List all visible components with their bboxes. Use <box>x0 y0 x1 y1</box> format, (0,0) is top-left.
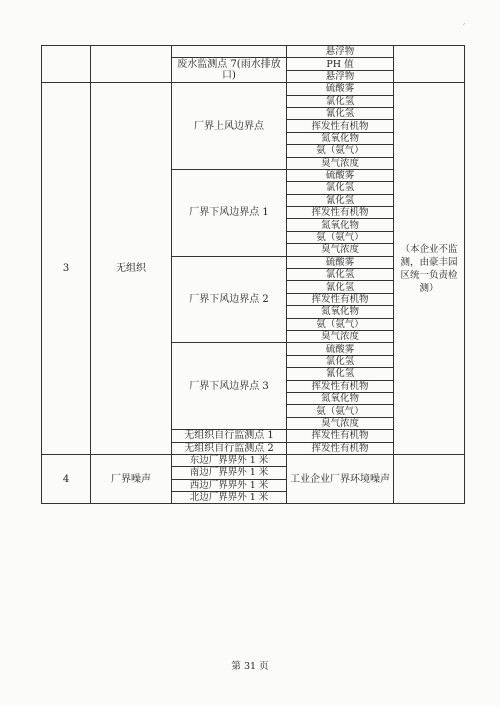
monitoring-point: 无组织自行监测点 2 <box>172 442 287 454</box>
monitoring-item: 氨（氨气） <box>287 231 394 243</box>
monitoring-point: 无组织自行监测点 1 <box>172 430 287 442</box>
monitoring-item: 挥发性有机物 <box>287 430 394 442</box>
remark-cell <box>394 454 465 504</box>
monitoring-point: 厂界下风边界点 3 <box>172 343 287 430</box>
monitoring-item: 挥发性有机物 <box>287 293 394 305</box>
monitoring-item: 挥发性有机物 <box>287 207 394 219</box>
monitoring-point: 厂界下风边界点 2 <box>172 256 287 343</box>
monitoring-point: 东边厂界界外 1 米 <box>172 454 287 466</box>
monitoring-item: 氰化氢 <box>287 107 394 119</box>
monitoring-point: 厂界上风边界点 <box>172 83 287 170</box>
monitoring-item: 氰化氢 <box>287 194 394 206</box>
monitoring-type <box>91 46 172 83</box>
monitoring-point: 厂界下风边界点 1 <box>172 169 287 256</box>
monitoring-point: 北边厂界界外 1 米 <box>172 492 287 504</box>
monitoring-item: 氮氧化物 <box>287 132 394 144</box>
monitoring-item: 硫酸雾 <box>287 169 394 181</box>
monitoring-item: 硫酸雾 <box>287 256 394 268</box>
monitoring-item: 工业企业厂界环境噪声 <box>287 454 394 504</box>
monitoring-item: 悬浮物 <box>287 70 394 82</box>
remark-cell <box>394 46 465 83</box>
monitoring-item: 臭气浓度 <box>287 244 394 256</box>
monitoring-item: 臭气浓度 <box>287 330 394 342</box>
monitoring-item: 氨（氨气） <box>287 405 394 417</box>
row-number <box>42 46 91 83</box>
monitoring-type: 无组织 <box>91 83 172 455</box>
monitoring-item: 氮氧化物 <box>287 219 394 231</box>
table-body <box>42 46 465 504</box>
table-row <box>42 46 465 58</box>
monitoring-point: 废水监测点 7(雨水排放口) <box>172 58 287 83</box>
monitoring-item: PH 值 <box>287 58 394 70</box>
monitoring-item: 悬浮物 <box>287 46 394 58</box>
page-number: 第 31 页 <box>231 661 269 672</box>
monitoring-item: 氮氧化物 <box>287 392 394 404</box>
monitoring-item: 臭气浓度 <box>287 417 394 429</box>
row-number: 4 <box>42 454 91 504</box>
monitoring-item: 氯化氢 <box>287 95 394 107</box>
corner-mark: ⸝ <box>462 18 466 27</box>
monitoring-item: 挥发性有机物 <box>287 442 394 454</box>
monitoring-item: 硫酸雾 <box>287 343 394 355</box>
row-number: 3 <box>42 83 91 455</box>
table-row <box>42 83 465 95</box>
table-row <box>42 454 465 466</box>
monitoring-item: 硫酸雾 <box>287 83 394 95</box>
monitoring-item: 挥发性有机物 <box>287 120 394 132</box>
monitoring-item: 氨（氨气） <box>287 145 394 157</box>
monitoring-item: 臭气浓度 <box>287 157 394 169</box>
monitoring-item: 挥发性有机物 <box>287 380 394 392</box>
monitoring-item: 氯化氢 <box>287 269 394 281</box>
monitoring-point: 西边厂界界外 1 米 <box>172 479 287 491</box>
monitoring-item: 氮氧化物 <box>287 306 394 318</box>
monitoring-item: 氨（氨气） <box>287 318 394 330</box>
monitoring-point <box>172 46 287 58</box>
monitoring-table <box>41 45 465 504</box>
monitoring-item: 氰化氢 <box>287 281 394 293</box>
remark-cell: （本企业不监测，由豪丰园区统一负责检测） <box>394 83 465 455</box>
monitoring-item: 氯化氢 <box>287 355 394 367</box>
monitoring-item: 氰化氢 <box>287 368 394 380</box>
monitoring-point: 南边厂界界外 1 米 <box>172 467 287 479</box>
monitoring-item: 氯化氢 <box>287 182 394 194</box>
monitoring-type: 厂界噪声 <box>91 454 172 504</box>
